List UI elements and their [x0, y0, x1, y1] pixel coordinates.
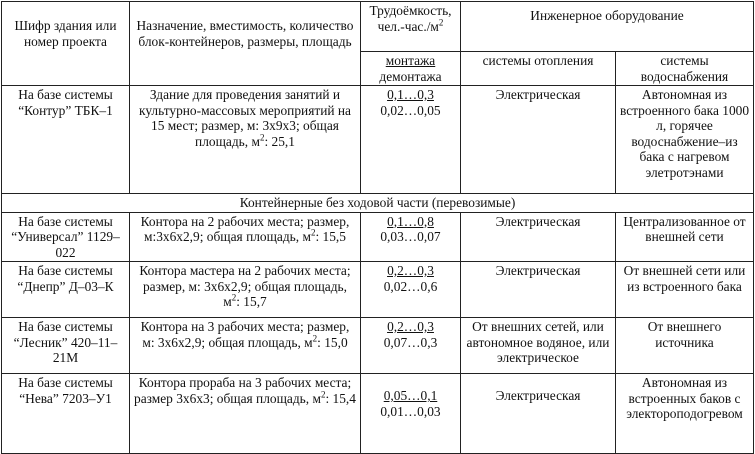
header-heating: системы отопления: [461, 52, 616, 86]
row-heating: Электрическая: [461, 262, 616, 318]
row-heating: Электрическая: [461, 86, 616, 194]
table-row: [2, 262, 754, 318]
row-mount: 0,2…0,3: [387, 319, 434, 334]
row-code: На базе системы “Универсал” 1129–022: [2, 212, 130, 262]
housing-spec-table: [1, 1, 754, 454]
row-heating: От внешних сетей, или автономное водяное, или электрическое: [461, 318, 616, 374]
row-labor: [361, 212, 461, 262]
header-engineering: Инженерное оборудование: [461, 2, 754, 52]
section-title: Контейнерные без ходовой части (перевозимые): [2, 194, 754, 213]
table-row: [2, 86, 754, 194]
row-labor: [361, 318, 461, 374]
header-labor: Трудоёмкость, $чел.-час./м^2$: [361, 2, 461, 52]
row-purpose: Здание для проведения занятий и культурно-массовых мероприятий на 15 мест; размер, м: 3х9х3; общая площадь, $м^2$: 25,1: [130, 86, 361, 194]
row-purpose: Контора мастера на 2 рабочих места; размер, м: 3х6х2,9; общая площадь, $м^2$: 15,7: [130, 262, 361, 318]
row-heating: Электрическая: [461, 374, 616, 454]
row-water: Автономная из встроенного бака 1000 л, горячее водоснабжение–из бака с нагревом элетротэнами: [616, 86, 754, 194]
row-purpose: Контора на 2 рабочих места; размер, м:3х6х2,9; общая площадь, $м^2$: 15,5: [130, 212, 361, 262]
row-mount: 0,05…0,1: [383, 388, 438, 403]
row-dismount: 0,02…0,05: [380, 102, 441, 118]
header-labor-dismount: демонтажа: [379, 68, 442, 84]
row-code: На базе системы “Контур” ТБК–1: [2, 86, 130, 194]
header-row: [2, 2, 754, 52]
row-purpose: Контора прораба на 3 рабочих места; размер 3х6х3; общая площадь, $м^2$: 15,4: [130, 374, 361, 454]
row-water: Централизованное от внешней сети: [616, 212, 754, 262]
row-water: От внешней сети или из встроенного бака: [616, 262, 754, 318]
header-water: системы водоснабжения: [616, 52, 754, 86]
row-purpose: Контора на 3 рабочих места; размер, м: 3х6х2,9; общая площадь, $м^2$: 15,0: [130, 318, 361, 374]
row-dismount: 0,01…0,03: [380, 403, 441, 419]
header-code: Шифр здания или номер проекта: [2, 2, 130, 86]
row-heating: Электрическая: [461, 212, 616, 262]
row-code: На базе системы “Лесник” 420–11–21М: [2, 318, 130, 374]
section-row: [2, 194, 754, 213]
table-row: [2, 212, 754, 262]
header-labor-split: [361, 52, 461, 86]
header-purpose: Назначение, вместимость, количество блок-контейнеров, размеры, площадь: [130, 2, 361, 86]
table-row: [2, 318, 754, 374]
row-mount: 0,1…0,8: [387, 213, 434, 229]
row-dismount: 0,03…0,07: [380, 229, 441, 244]
row-code: На базе системы “Днепр” Д–03–К: [2, 262, 130, 318]
row-dismount: 0,07…0,3: [383, 334, 438, 350]
row-mount: 0,1…0,3: [387, 87, 434, 102]
row-labor: [361, 262, 461, 318]
row-water: От внешнего источника: [616, 318, 754, 374]
row-mount: 0,2…0,3: [387, 263, 434, 278]
row-code: На базе системы “Нева” 7203–У1: [2, 374, 130, 454]
row-water: Автономная из встроенных баков с электороподогревом: [616, 374, 754, 454]
row-dismount: 0,02…0,6: [383, 278, 438, 294]
row-labor: [361, 86, 461, 194]
row-labor: [361, 374, 461, 454]
table-row: [2, 374, 754, 454]
header-labor-mount: монтажа: [385, 53, 436, 68]
